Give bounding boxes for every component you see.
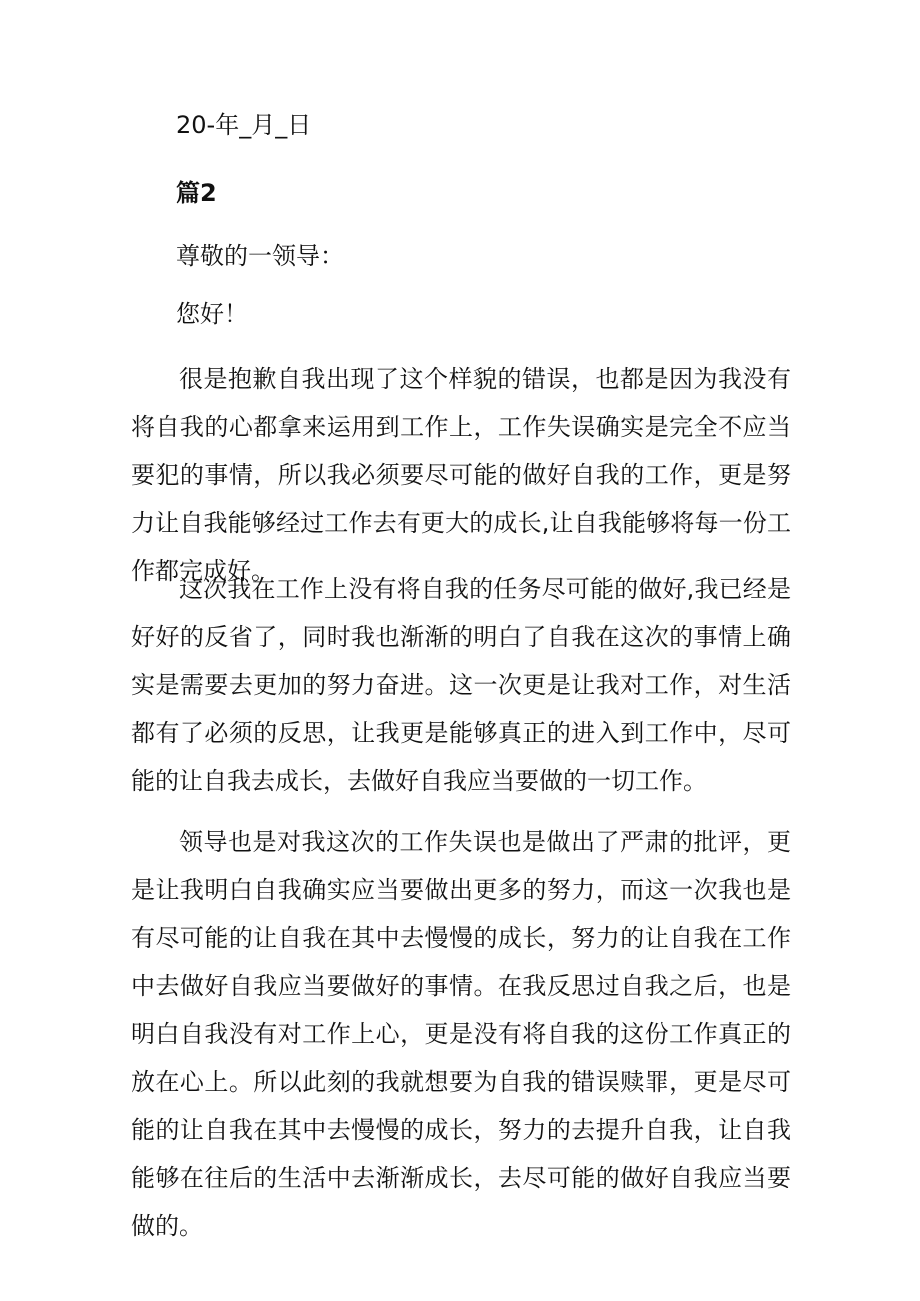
greeting: 您好！ [176, 300, 248, 328]
salutation: 尊敬的一领导： [176, 242, 344, 270]
date-line: 20-年_月_日 [176, 111, 312, 139]
body-paragraph-3: 领导也是对我这次的工作失误也是做出了严肃的批评，更是让我明白自我确实应当要做出更多的努力，而这一次我也是有尽可能的让自我在其中去慢慢的成长，努力的让自我在工作中去做好自我应当要做好的事情。在我反思过自我之后，也是明白自我没有对工作上心，更是没有将自我的这份工作真正的放在心上。所以此刻的我就想要为自我的错误赎罪，更是尽可能的让自我在其中去慢慢的成长，努力的去提升自我，让自我能够在往后的生活中去渐渐成长，去尽可能的做好自我应当要做的。 [131, 828, 791, 1240]
body-paragraph-1: 很是抱歉自我出现了这个样貌的错误，也都是因为我没有将自我的心都拿来运用到工作上，工作失误确实是完全不应当要犯的事情，所以我必须要尽可能的做好自我的工作，更是努力让自我能够经过工作去有更大的成长,让自我能够将每一份工作都完成好。 [131, 365, 791, 585]
section-title: 篇2 [176, 179, 217, 207]
body-paragraph-2: 这次我在工作上没有将自我的任务尽可能的做好,我已经是好好的反省了，同时我也渐渐的明白了自我在这次的事情上确实是需要去更加的努力奋进。这一次更是让我对工作，对生活都有了必须的反思，让我更是能够真正的进入到工作中，尽可能的让自我去成长，去做好自我应当要做的一切工作。 [131, 575, 791, 795]
